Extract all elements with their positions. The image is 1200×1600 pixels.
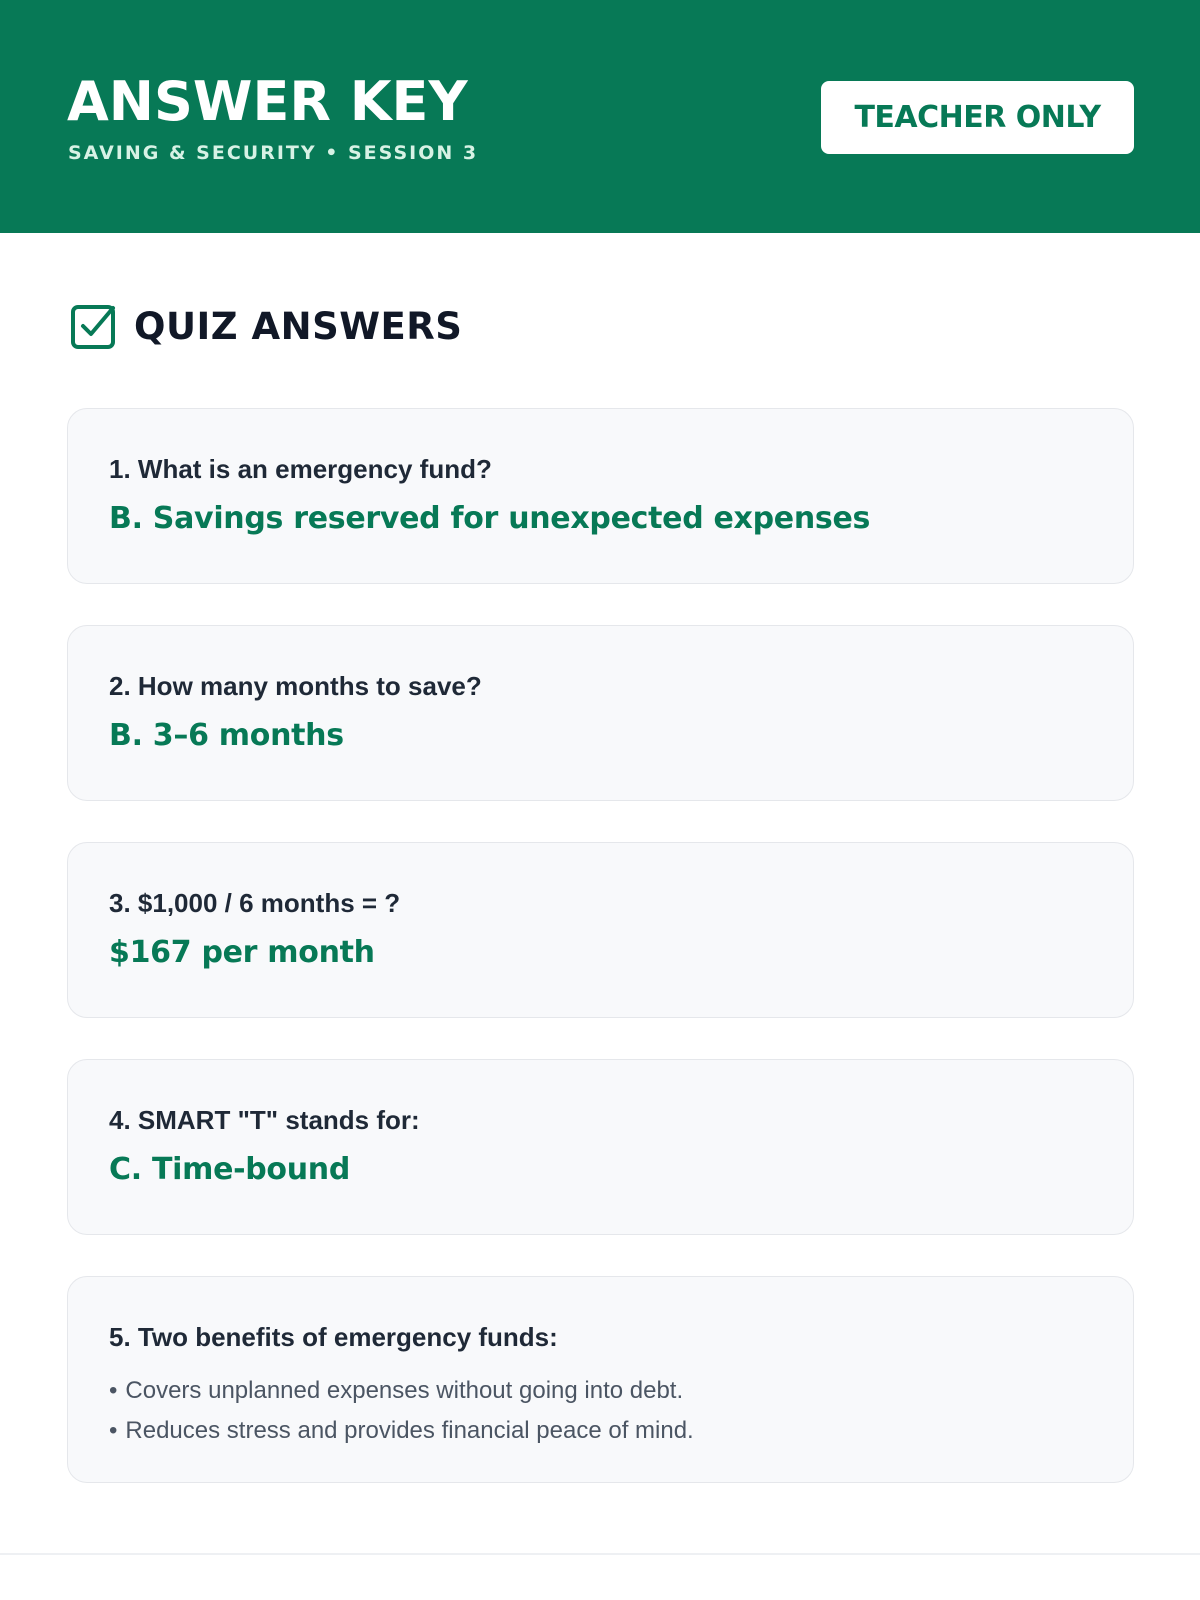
divider	[0, 1553, 1200, 1555]
question-text: 2. How many months to save?	[109, 671, 482, 701]
quiz-card-5	[67, 1276, 1134, 1483]
bullet-dot-icon: •	[109, 1417, 118, 1444]
benefits-list	[109, 1371, 694, 1451]
quiz-card-3	[67, 842, 1134, 1018]
teacher-only-badge	[821, 81, 1134, 154]
quiz-card-4	[67, 1059, 1134, 1235]
question-text: 1. What is an emergency fund?	[109, 454, 492, 484]
section-header	[70, 302, 462, 350]
checkbox-icon	[70, 302, 118, 350]
bullet-dot-icon: •	[109, 1377, 118, 1404]
list-item	[109, 1371, 694, 1411]
header-banner	[0, 0, 1200, 233]
question-text: 4. SMART "T" stands for:	[109, 1105, 420, 1135]
answer-text: $167 per month	[109, 935, 375, 970]
question-text: 5. Two benefits of emergency funds:	[109, 1322, 558, 1352]
quiz-card-2	[67, 625, 1134, 801]
answer-text: B. Savings reserved for unexpected expenses	[109, 501, 871, 536]
bullet-text: Covers unplanned expenses without going into debt.	[125, 1377, 684, 1404]
page-subtitle: SAVING & SECURITY • SESSION 3	[68, 142, 479, 164]
section-title: QUIZ ANSWERS	[134, 304, 463, 348]
badge-label: TEACHER ONLY	[854, 100, 1101, 135]
page-title: ANSWER KEY	[67, 70, 468, 133]
question-text: 3. $1,000 / 6 months = ?	[109, 888, 401, 918]
answer-text: B. 3–6 months	[109, 718, 344, 753]
quiz-card-1	[67, 408, 1134, 584]
bullet-text: Reduces stress and provides financial peace of mind.	[125, 1417, 694, 1444]
list-item	[109, 1411, 694, 1451]
answer-text: C. Time-bound	[109, 1152, 351, 1187]
